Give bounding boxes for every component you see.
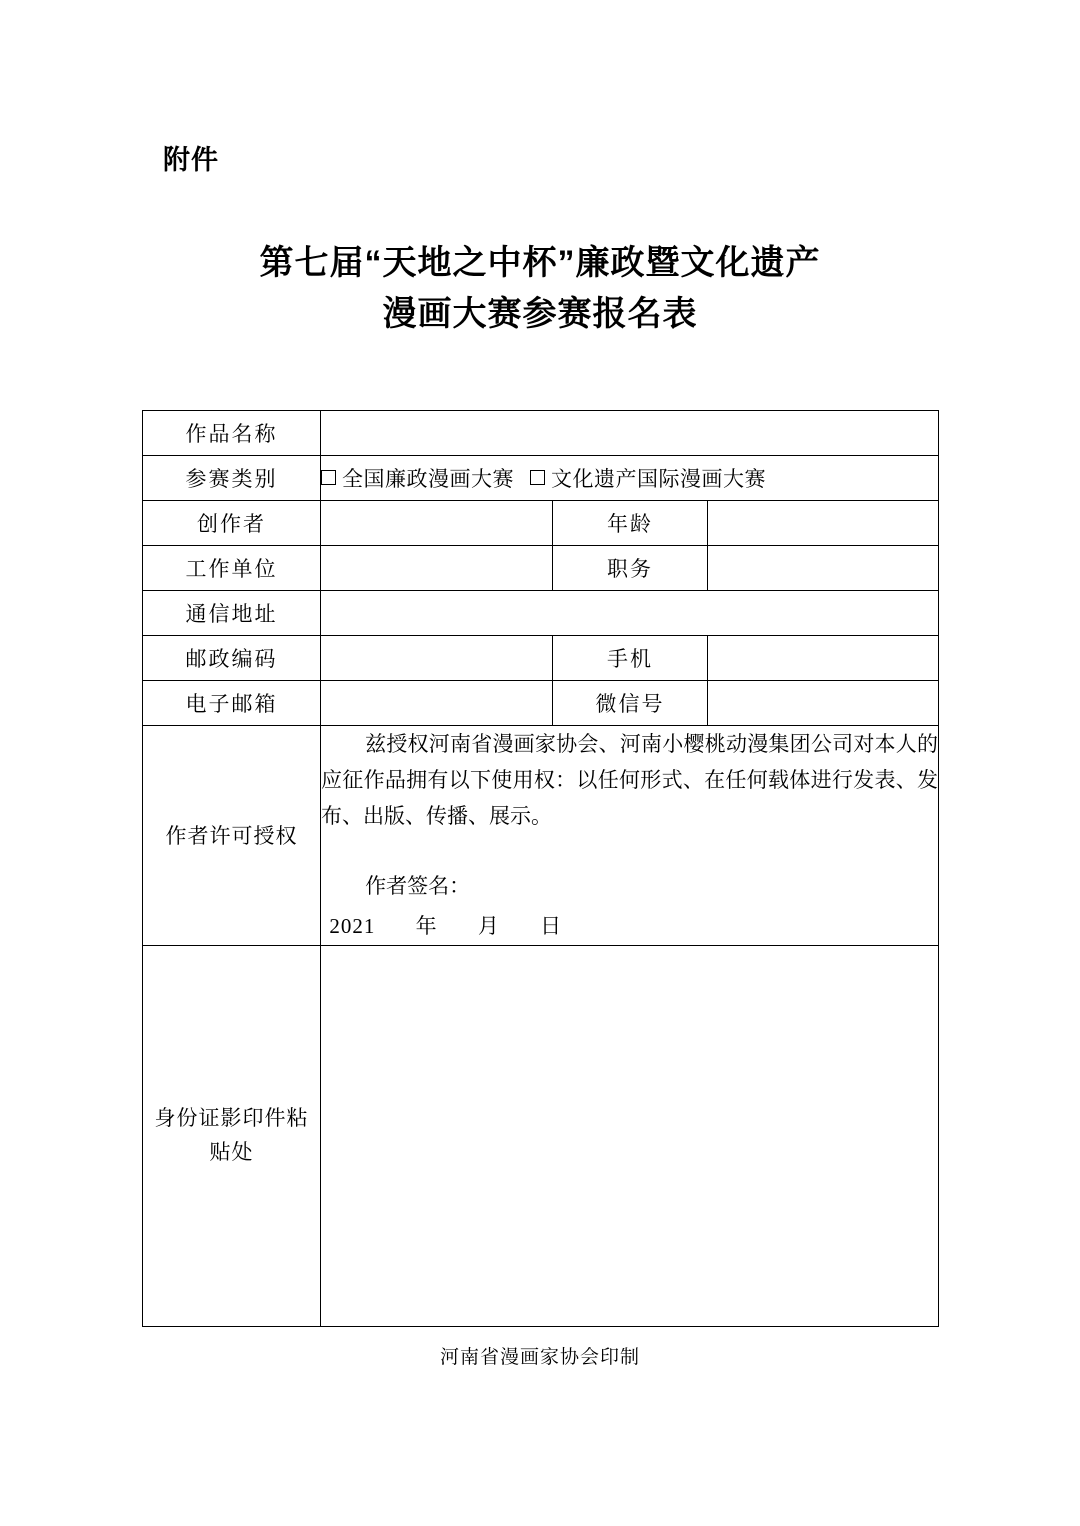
wechat-label: 微信号 — [553, 681, 708, 726]
postcode-field[interactable] — [321, 636, 553, 681]
footer-print-note: 河南省漫画家协会印制 — [439, 1347, 640, 1368]
category-label: 参赛类别 — [143, 456, 321, 501]
signature-date-line — [321, 908, 938, 944]
work-unit-field[interactable] — [321, 546, 553, 591]
email-label: 电子邮箱 — [143, 681, 321, 726]
signature-day-unit: 日 — [540, 914, 563, 939]
idcard-label-line1: 身份证影印件粘 — [154, 1105, 309, 1130]
position-field[interactable] — [708, 546, 939, 591]
page-title — [140, 238, 940, 340]
email-field[interactable] — [321, 681, 553, 726]
page-title-line1: 第七届“天地之中杯”廉政暨文化遗产 — [259, 244, 821, 282]
idcard-label-line2: 贴处 — [209, 1139, 254, 1164]
page-title-line2: 漫画大赛参赛报名表 — [382, 295, 698, 333]
work-title-label: 作品名称 — [143, 411, 321, 456]
signature-year: 2021 — [329, 914, 376, 939]
idcard-paste-area[interactable] — [321, 945, 939, 1326]
table-row — [143, 411, 939, 456]
checkbox-icon-national[interactable] — [321, 470, 336, 485]
checkbox-icon-heritage[interactable] — [530, 470, 545, 485]
signature-month-unit: 月 — [477, 914, 500, 939]
table-row — [143, 456, 939, 501]
creator-label: 创作者 — [143, 501, 321, 546]
authorization-block — [321, 726, 939, 946]
signature-label: 作者签名： — [365, 874, 471, 899]
category-options — [321, 456, 939, 501]
idcard-label — [143, 945, 321, 1326]
table-row — [143, 636, 939, 681]
category-option-1-label: 全国廉政漫画大赛 — [342, 467, 514, 491]
table-row — [143, 546, 939, 591]
table-row — [143, 726, 939, 946]
authorization-text: 兹授权河南省漫画家协会、河南小樱桃动漫集团公司对本人的应征作品拥有以下使用权：以任何形式、在任何载体进行发表、发布、出版、传播、展示。 — [321, 732, 939, 829]
work-title-field[interactable] — [321, 411, 939, 456]
wechat-field[interactable] — [708, 681, 939, 726]
table-row — [143, 681, 939, 726]
attachment-label: 附件 — [163, 145, 219, 175]
address-label: 通信地址 — [143, 591, 321, 636]
postcode-label: 邮政编码 — [143, 636, 321, 681]
creator-field[interactable] — [321, 501, 553, 546]
table-row — [143, 591, 939, 636]
work-unit-label: 工作单位 — [143, 546, 321, 591]
authorization-label: 作者许可授权 — [143, 726, 321, 946]
mobile-label: 手机 — [553, 636, 708, 681]
address-field[interactable] — [321, 591, 939, 636]
signature-year-unit: 年 — [415, 914, 438, 939]
registration-form-table — [142, 410, 939, 1327]
mobile-field[interactable] — [708, 636, 939, 681]
age-field[interactable] — [708, 501, 939, 546]
position-label: 职务 — [553, 546, 708, 591]
table-row — [143, 945, 939, 1326]
table-row — [143, 501, 939, 546]
category-option-2-label: 文化遗产国际漫画大赛 — [551, 467, 766, 491]
age-label: 年龄 — [553, 501, 708, 546]
